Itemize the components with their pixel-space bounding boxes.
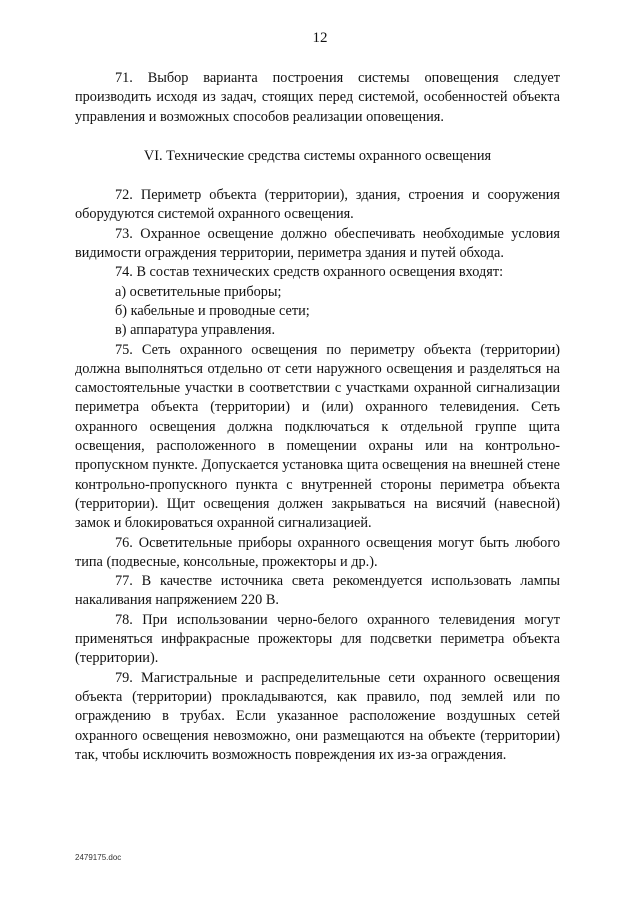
paragraph-76: 76. Осветительные приборы охранного освещения могут быть любого типа (подвесные, консольные, прожекторы и др.). [75, 534, 560, 570]
paragraph-78: 78. При использовании черно-белого охранного телевидения могут применяться инфракрасные прожекторы для подсветки периметра объекта (территории). [75, 611, 560, 667]
paragraph-75: 75. Сеть охранного освещения по периметру объекта (территории) должна выполняться отдельно от сети наружного освещения и разделяться на самостоятельные участки в соответствии с участками охранной сигнализации периметра объекта (территории) и (или) охранного телевидения. Сеть охранного освещения должна подключаться к отдельной группе щита освещения, расположенного в помещении охраны или на контрольно-пропускном пункте. Допускается установка щита освещения на внешней стене контрольно-пропускного пункта с внутренней стороны периметра объекта (территории). Щит освещения должен закрываться на висячий (навесной) замок и блокироваться охранной сигнализацией. [75, 341, 560, 532]
list-item-a: а) осветительные приборы; [115, 283, 282, 300]
list-item-b: б) кабельные и проводные сети; [115, 302, 310, 319]
section-title: VI. Технические средства системы охранного освещения [143, 147, 492, 164]
paragraph-71: 71. Выбор варианта построения системы оповещения следует производить исходя из задач, стоящих перед системой, особенностей объекта управления и возможных способов реализации оповещения. [75, 70, 560, 125]
page-number: 12 [312, 30, 328, 46]
paragraph-79: 79. Магистральные и распределительные сети охранного освещения объекта (территории) прокладываются, как правило, под землей или по ограждению в трубах. Если указанное расположение воздушных сетей охранного освещения невозможно, они размещаются на объекте (территории) так, чтобы исключить возможность повреждения их из-за ограждения. [75, 669, 560, 763]
paragraph-77: 77. В качестве источника света рекомендуется использовать лампы накаливания напряжением 220 В. [75, 573, 560, 609]
paragraph-73: 73. Охранное освещение должно обеспечивать необходимые условия видимости ограждения территории, периметра здания и путей обхода. [75, 225, 560, 262]
footer-filename: 2479175.doc [75, 853, 122, 862]
paragraph-74: 74. В состав технических средств охранного освещения входят: [115, 264, 504, 281]
document-body [75, 69, 560, 765]
list-item-c: в) аппаратура управления. [115, 322, 276, 339]
paragraph-72: 72. Периметр объекта (территории), здания, строения и сооружения оборудуются системой охранного освещения. [75, 187, 560, 223]
